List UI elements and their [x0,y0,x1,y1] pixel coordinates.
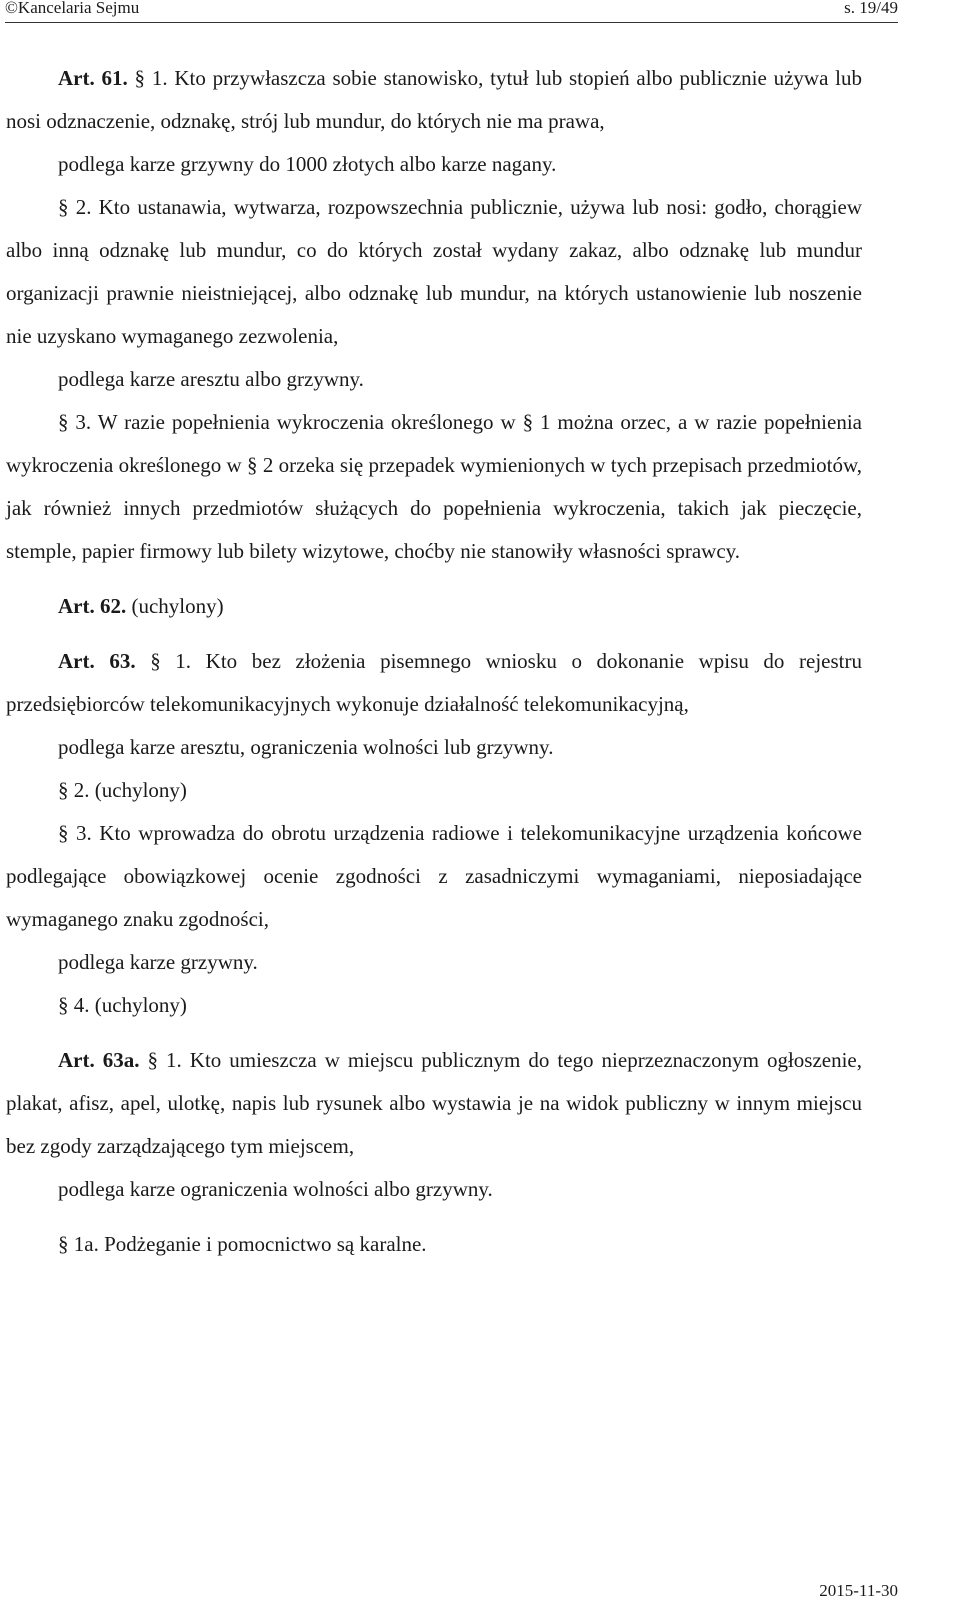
art-61-par-1 [6,57,862,143]
page-number: s. 19/49 [844,0,898,17]
penalty-text: podlega karze aresztu albo grzywny. [58,367,364,391]
footer-date: 2015-11-30 [819,1581,898,1600]
document-body [6,57,862,1266]
paragraph-text: § 1. Kto umieszcza w miejscu publicznym do tego nieprzeznaczonym ogłoszenie, plakat, afisz, apel, ulotkę, napis lub rysunek albo wystawia je na widok publiczny w innym miejscu bez zgody zarządzającego tym miejscem, [6,1048,863,1158]
penalty-text: podlega karze aresztu, ograniczenia wolności lub grzywny. [58,735,554,759]
penalty-text: podlega karze grzywny. [58,950,258,974]
paragraph-text: (uchylony) [131,594,224,618]
paragraph-text: § 1. Kto bez złożenia pisemnego wniosku o dokonanie wpisu do rejestru przedsiębiorców telekomunikacyjnych wykonuje działalność telekomunikacyjną, [6,649,862,716]
penalty-text: podlega karze grzywny do 1000 złotych albo karze nagany. [58,152,557,176]
paragraph-text: § 1. Kto przywłaszcza sobie stanowisko, tytuł lub stopień albo publicznie używa lub nosi odznaczenie, odznakę, strój lub mundur, do których nie ma prawa, [6,66,863,133]
art-63-par-1 [6,640,862,726]
art-63a-par-1 [6,1039,862,1168]
art-63-par-4: § 4. (uchylony) [58,993,187,1017]
art-62 [6,585,862,628]
article-label: Art. 61. [58,66,128,90]
penalty-text: podlega karze ograniczenia wolności albo grzywny. [58,1177,493,1201]
header-copyright: ©Kancelaria Sejmu [5,0,140,17]
art-61-par-2: § 2. Kto ustanawia, wytwarza, rozpowszechnia publicznie, używa lub nosi: godło, chorągiew albo inną odznakę lub mundur, co do których został wydany zakaz, albo odznakę lub mundur organizacji prawnie nieistniejącej, albo odznakę lub mundur, na których ustanowienie lub noszenie nie uzyskano wymaganego zezwolenia, [6,195,862,348]
article-label: Art. 63. [58,649,136,673]
art-63-par-3: § 3. Kto wprowadza do obrotu urządzenia radiowe i telekomunikacyjne urządzenia końcowe podlegające obowiązkowej ocenie zgodności z zasadniczymi wymaganiami, nieposiadające wymaganego znaku zgodności, [6,821,862,931]
art-63a-par-1a: § 1a. Podżeganie i pomocnictwo są karalne. [58,1232,427,1256]
article-label: Art. 63a. [58,1048,140,1072]
art-61-par-3: § 3. W razie popełnienia wykroczenia określonego w § 1 można orzec, a w razie popełnienia wykroczenia określonego w § 2 orzeka się przepadek wymienionych w tych przepisach przedmiotów, jak również innych przedmiotów służących do popełnienia wykroczenia, takich jak pieczęcie, stemple, papier firmowy lub bilety wizytowe, choćby nie stanowiły własności sprawcy. [6,410,862,563]
page-header [5,0,898,23]
art-63-par-2: § 2. (uchylony) [58,778,187,802]
article-label: Art. 62. [58,594,127,618]
